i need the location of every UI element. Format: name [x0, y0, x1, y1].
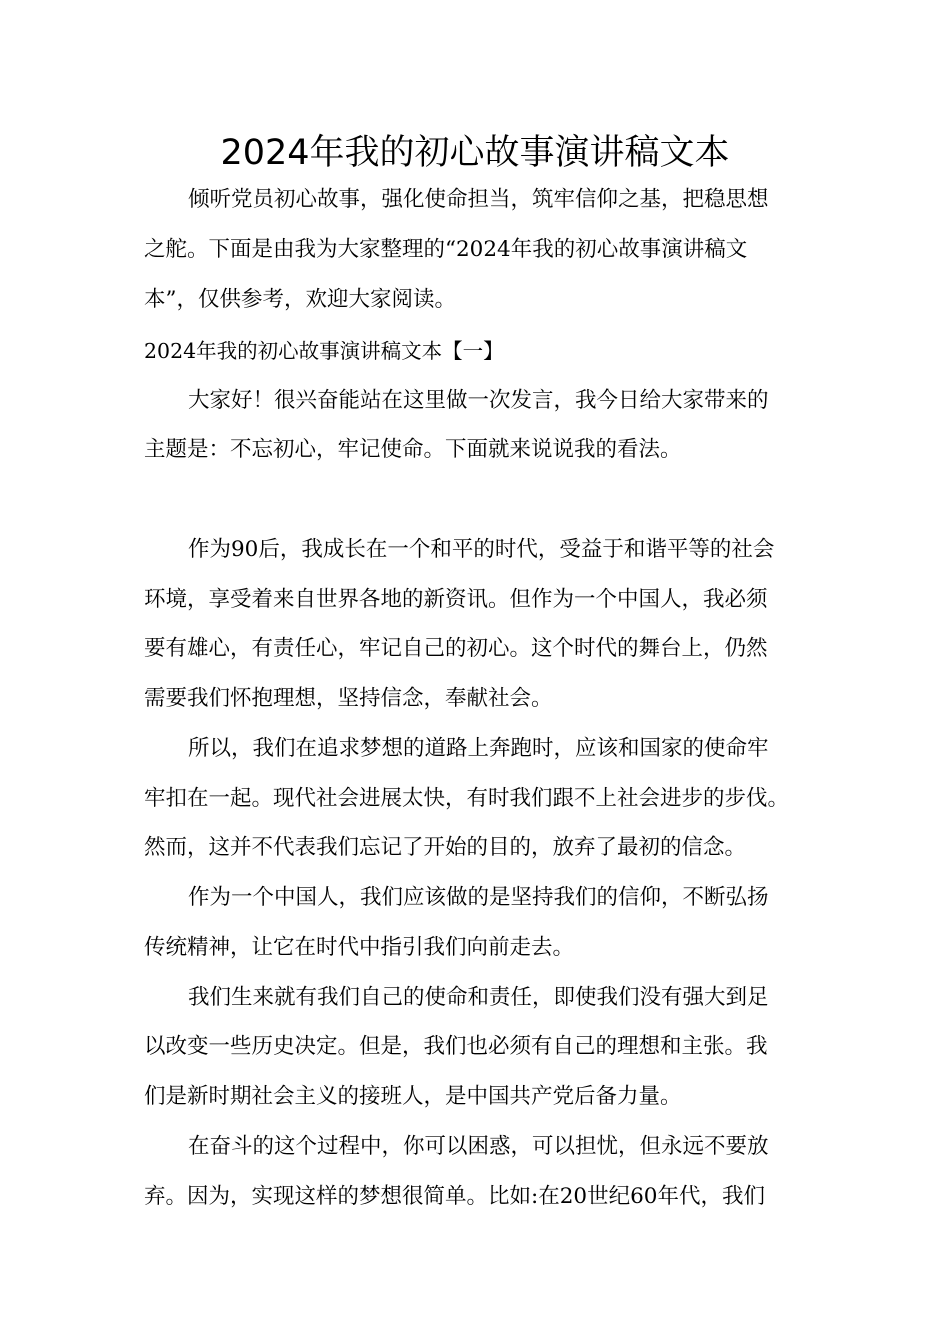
- text-line: 要有雄心，有责任心，牢记自己的初心。这个时代的舞台上，仍然: [144, 636, 768, 661]
- text-line: 需要我们怀抱理想，坚持信念，奉献社会。: [144, 686, 553, 711]
- text-line: 所以，我们在追求梦想的道路上奔跑时，应该和国家的使命牢: [188, 736, 769, 761]
- text-line: 牢扣在一起。现代社会进展太快，有时我们跟不上社会进步的步伐。: [144, 786, 790, 811]
- text-line: 大家好！很兴奋能站在这里做一次发言，我今日给大家带来的: [188, 388, 769, 413]
- text-line: 倾听党员初心故事，强化使命担当，筑牢信仰之基，把稳思想: [188, 187, 769, 212]
- text-line: 们是新时期社会主义的接班人，是中国共产党后备力量。: [144, 1084, 682, 1109]
- text-line: 之舵。下面是由我为大家整理的“2024年我的初心故事演讲稿文: [144, 237, 748, 262]
- document-title: 2024年我的初心故事演讲稿文本: [220, 133, 730, 173]
- text-line: 传统精神，让它在时代中指引我们向前走去。: [144, 935, 575, 960]
- text-line: 本”，仅供参考，欢迎大家阅读。: [144, 287, 456, 312]
- text-line: 作为90后，我成长在一个和平的时代，受益于和谐平等的社会: [188, 537, 775, 562]
- text-line: 作为一个中国人，我们应该做的是坚持我们的信仰，不断弘扬: [188, 885, 769, 910]
- text-line: 主题是：不忘初心，牢记使命。下面就来说说我的看法。: [144, 437, 682, 462]
- text-line: 以改变一些历史决定。但是，我们也必须有自己的理想和主张。我: [144, 1034, 768, 1059]
- text-line: 然而，这并不代表我们忘记了开始的目的，放弃了最初的信念。: [144, 835, 747, 860]
- text-line: 环境，享受着来自世界各地的新资讯。但作为一个中国人，我必须: [144, 587, 768, 612]
- section-heading: 2024年我的初心故事演讲稿文本【一】: [144, 339, 504, 363]
- text-line: 我们生来就有我们自己的使命和责任，即使我们没有强大到足: [188, 985, 769, 1010]
- text-line: 在奋斗的这个过程中，你可以困惑，可以担忧，但永远不要放: [188, 1134, 769, 1159]
- text-line: 弃。因为，实现这样的梦想很简单。比如:在20世纪60年代，我们: [144, 1184, 765, 1209]
